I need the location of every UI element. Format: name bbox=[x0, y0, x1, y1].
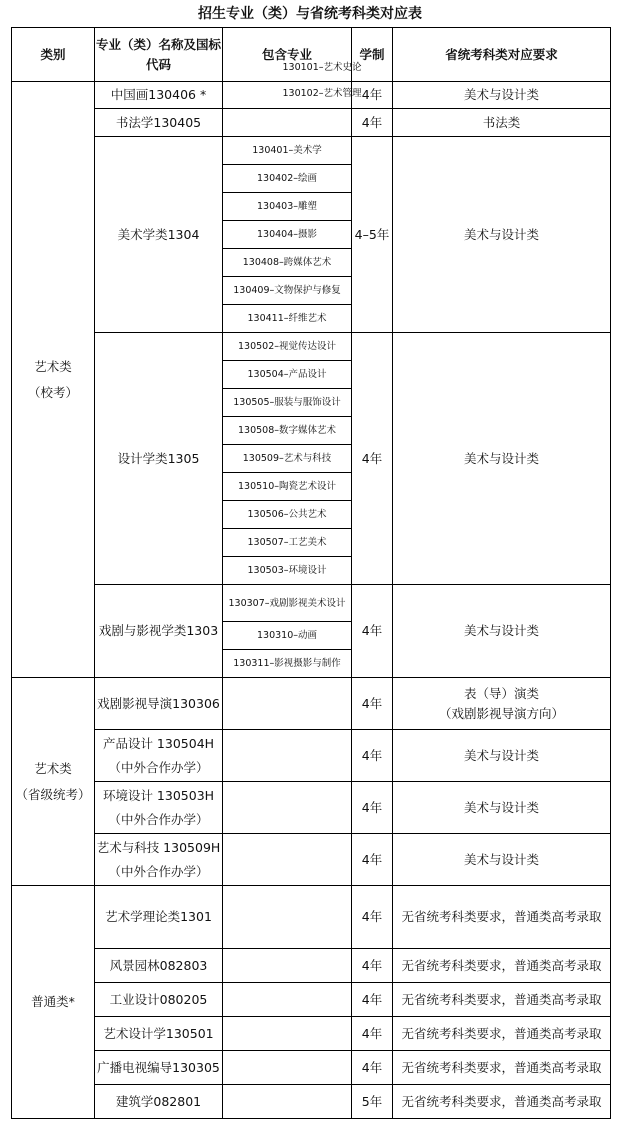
sub-major-cell: 130502–视觉传达设计 bbox=[223, 333, 352, 361]
sub-major-cell bbox=[223, 730, 352, 782]
years-cell: 4–5年 bbox=[352, 137, 393, 333]
major-cell: 风景园林082803 bbox=[95, 949, 223, 983]
major-cell: 戏剧影视导演130306 bbox=[95, 678, 223, 730]
requirement-cell: 无省统考科类要求，普通类高考录取 bbox=[393, 886, 611, 949]
header-sub-majors: 包含专业 bbox=[223, 28, 352, 82]
sub-major-cell: 130311–影视摄影与制作 bbox=[223, 650, 352, 678]
requirement-cell: 美术与设计类 bbox=[393, 782, 611, 834]
table-row bbox=[12, 730, 611, 782]
requirement-cell: 美术与设计类 bbox=[393, 585, 611, 678]
sub-major-cell bbox=[223, 1085, 352, 1119]
sub-major-cell: 130307–戏剧影视美术设计 bbox=[223, 585, 352, 622]
years-cell: 5年 bbox=[352, 1085, 393, 1119]
major-cell: 艺术设计学130501 bbox=[95, 1017, 223, 1051]
years-cell: 4年 bbox=[352, 1017, 393, 1051]
sub-major-cell bbox=[223, 949, 352, 983]
requirement-cell: 无省统考科类要求，普通类高考录取 bbox=[393, 1085, 611, 1119]
requirement-cell: 美术与设计类 bbox=[393, 730, 611, 782]
table-row bbox=[12, 333, 611, 361]
sub-major-cell: 130505–服装与服饰设计 bbox=[223, 389, 352, 417]
table-row bbox=[12, 834, 611, 886]
sub-major-cell bbox=[223, 834, 352, 886]
sub-major-cell: 130310–动画 bbox=[223, 622, 352, 650]
sub-major-cell bbox=[223, 782, 352, 834]
header-requirement: 省统考科类对应要求 bbox=[393, 28, 611, 82]
header-major: 专业（类）名称及国标代码 bbox=[95, 28, 223, 82]
sub-major-list bbox=[23, 55, 620, 107]
years-cell: 4年 bbox=[352, 333, 393, 585]
major-cell: 工业设计080205 bbox=[95, 983, 223, 1017]
requirement-cell: 美术与设计类 bbox=[393, 137, 611, 333]
admissions-table bbox=[11, 27, 611, 1119]
major-cell: 中国画130406 * bbox=[95, 82, 223, 109]
sub-major-cell bbox=[223, 109, 352, 137]
requirement-cell: 无省统考科类要求，普通类高考录取 bbox=[393, 1051, 611, 1085]
sub-major-cell: 130503–环境设计 bbox=[223, 557, 352, 585]
major-cell: 书法学130405 bbox=[95, 109, 223, 137]
table-row bbox=[12, 137, 611, 165]
table-row bbox=[12, 678, 611, 730]
sub-major-cell: 130508–数字媒体艺术 bbox=[223, 417, 352, 445]
requirement-cell: 表（导）演类 （戏剧影视导演方向） bbox=[393, 678, 611, 730]
sub-major-cell bbox=[223, 678, 352, 730]
years-cell: 4年 bbox=[352, 82, 393, 109]
table-row bbox=[12, 983, 611, 1017]
sub-major-cell bbox=[223, 983, 352, 1017]
years-cell: 4年 bbox=[352, 109, 393, 137]
sub-major-cell bbox=[223, 1017, 352, 1051]
table-title: 招生专业（类）与省统考科类对应表 bbox=[198, 6, 422, 22]
years-cell: 4年 bbox=[352, 834, 393, 886]
major-cell: 产品设计 130504H （中外合作办学） bbox=[95, 730, 223, 782]
category-cell: 艺术类 （省级统考） bbox=[12, 678, 95, 886]
sub-major-cell: 130409–文物保护与修复 bbox=[223, 277, 352, 305]
category-cell: 普通类* bbox=[12, 886, 95, 1119]
major-cell: 建筑学082801 bbox=[95, 1085, 223, 1119]
requirement-cell: 无省统考科类要求，普通类高考录取 bbox=[393, 1017, 611, 1051]
sub-major-cell: 130411–纤维艺术 bbox=[223, 305, 352, 333]
sub-major-cell: 130404–摄影 bbox=[223, 221, 352, 249]
years-cell: 4年 bbox=[352, 1051, 393, 1085]
table-row bbox=[12, 1051, 611, 1085]
table-row bbox=[12, 585, 611, 622]
sub-major-cell: 130507–工艺美术 bbox=[223, 529, 352, 557]
table-row bbox=[12, 886, 611, 949]
table-row bbox=[12, 949, 611, 983]
major-cell: 美术学类1304 bbox=[95, 137, 223, 333]
table-row bbox=[12, 1017, 611, 1051]
years-cell: 4年 bbox=[352, 949, 393, 983]
sub-major-cell: 130509–艺术与科技 bbox=[223, 445, 352, 473]
years-cell: 4年 bbox=[352, 983, 393, 1017]
major-cell: 设计学类1305 bbox=[95, 333, 223, 585]
years-cell: 4年 bbox=[352, 585, 393, 678]
years-cell: 4年 bbox=[352, 886, 393, 949]
requirement-cell: 书法类 bbox=[393, 109, 611, 137]
table-row bbox=[12, 109, 611, 137]
sub-major-item: 130102–艺术管理 bbox=[282, 87, 362, 99]
header-years: 学制 bbox=[352, 28, 393, 82]
years-cell: 4年 bbox=[352, 730, 393, 782]
header-category: 类别 bbox=[12, 28, 95, 82]
table-row bbox=[12, 1085, 611, 1119]
requirement-cell: 美术与设计类 bbox=[393, 333, 611, 585]
sub-major-cell: 130506–公共艺术 bbox=[223, 501, 352, 529]
years-cell: 4年 bbox=[352, 782, 393, 834]
sub-major-cell: 130504–产品设计 bbox=[223, 361, 352, 389]
requirement-cell: 美术与设计类 bbox=[393, 82, 611, 109]
requirement-cell: 无省统考科类要求，普通类高考录取 bbox=[393, 949, 611, 983]
table-row bbox=[12, 782, 611, 834]
sub-major-cell bbox=[223, 1051, 352, 1085]
requirement-cell: 无省统考科类要求，普通类高考录取 bbox=[393, 983, 611, 1017]
category-cell: 艺术类 （校考） bbox=[12, 82, 95, 678]
years-cell: 4年 bbox=[352, 678, 393, 730]
sub-major-cell: 130402–绘画 bbox=[223, 165, 352, 193]
sub-major-cell: 130510–陶瓷艺术设计 bbox=[223, 473, 352, 501]
sub-major-cell: 130408–跨媒体艺术 bbox=[223, 249, 352, 277]
major-cell: 环境设计 130503H （中外合作办学） bbox=[95, 782, 223, 834]
sub-major-cell: 130403–雕塑 bbox=[223, 193, 352, 221]
major-cell: 艺术学理论类1301 bbox=[95, 886, 223, 949]
major-cell: 艺术与科技 130509H （中外合作办学） bbox=[95, 834, 223, 886]
sub-major-cell: 130401–美术学 bbox=[223, 137, 352, 165]
requirement-cell: 美术与设计类 bbox=[393, 834, 611, 886]
sub-major-item: 130101–艺术史论 bbox=[282, 61, 362, 73]
major-cell: 广播电视编导130305 bbox=[95, 1051, 223, 1085]
major-cell: 戏剧与影视学类1303 bbox=[95, 585, 223, 678]
